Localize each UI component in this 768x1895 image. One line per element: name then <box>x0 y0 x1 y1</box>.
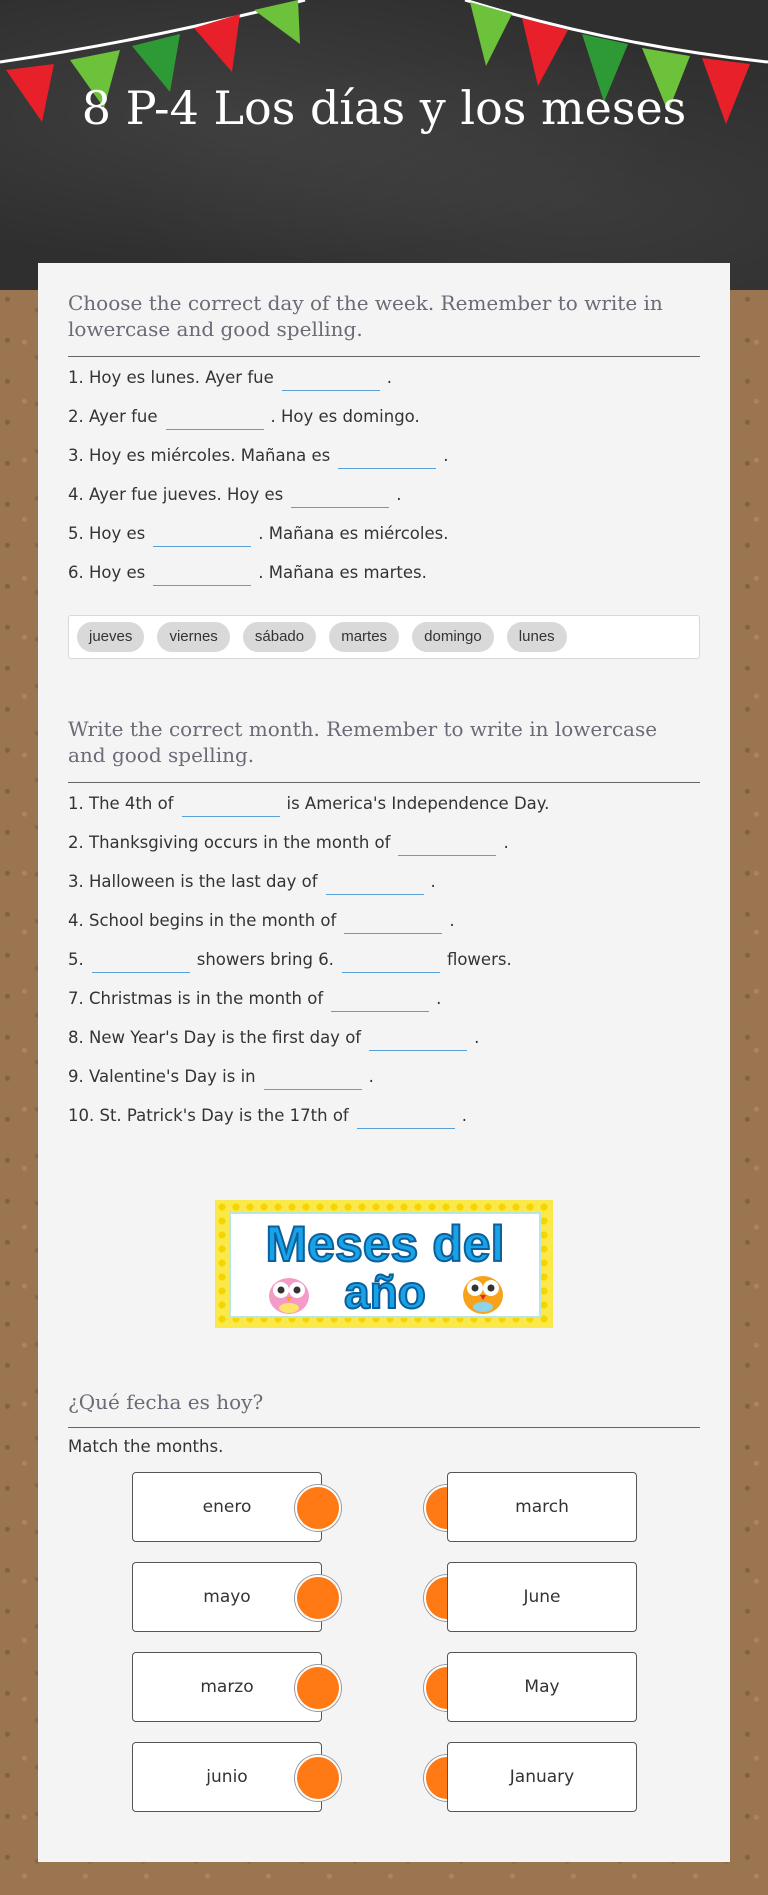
page-title: 8 P-4 Los días y los meses <box>81 81 687 135</box>
match-dot-left[interactable] <box>295 1575 341 1621</box>
day-question-3: 3. Hoy es miércoles. Mañana es . <box>68 445 700 469</box>
answer-blank[interactable] <box>357 1108 455 1129</box>
match-right-march[interactable]: march <box>447 1472 637 1542</box>
match-left-mayo[interactable]: mayo <box>132 1562 322 1632</box>
month-question-4: 4. School begins in the month of . <box>68 910 700 934</box>
answer-blank[interactable] <box>282 370 380 391</box>
flag-red <box>194 14 240 72</box>
match-right-january[interactable]: January <box>447 1742 637 1812</box>
match-dot-left[interactable] <box>295 1755 341 1801</box>
answer-blank[interactable] <box>338 448 436 469</box>
day-question-4: 4. Ayer fue jueves. Hoy es . <box>68 484 700 508</box>
answer-blank[interactable] <box>326 874 424 895</box>
match-right-june[interactable]: June <box>447 1562 637 1632</box>
answer-blank[interactable] <box>92 952 190 973</box>
word-chip-domingo[interactable]: domingo <box>412 622 494 652</box>
answer-blank[interactable] <box>166 409 264 430</box>
answer-blank[interactable] <box>331 991 429 1012</box>
banner-line-1: Meses del <box>265 1216 505 1272</box>
month-question-7: 7. Christmas is in the month of . <box>68 988 700 1012</box>
flag-light-green <box>254 0 300 44</box>
word-chip-jueves[interactable]: jueves <box>77 622 144 652</box>
months-section-title: Write the correct month. Remember to write in lowercase and good spelling. <box>68 717 658 767</box>
answer-blank[interactable] <box>344 913 442 934</box>
orange-owl-icon <box>455 1268 511 1316</box>
match-left-marzo[interactable]: marzo <box>132 1652 322 1722</box>
word-chip-viernes[interactable]: viernes <box>157 622 229 652</box>
flag-red <box>6 64 54 122</box>
match-dot-left[interactable] <box>295 1485 341 1531</box>
word-chip-martes[interactable]: martes <box>329 622 399 652</box>
match-section-title: ¿Qué fecha es hoy? <box>68 1390 264 1414</box>
match-right-may[interactable]: May <box>447 1652 637 1722</box>
month-question-2: 2. Thanksgiving occurs in the month of . <box>68 832 700 856</box>
word-bank <box>68 615 700 659</box>
header-banner <box>0 0 768 290</box>
answer-blank[interactable] <box>342 952 440 973</box>
answer-blank[interactable] <box>182 796 280 817</box>
day-question-6: 6. Hoy es . Mañana es martes. <box>68 562 700 586</box>
day-question-1: 1. Hoy es lunes. Ayer fue . <box>68 367 700 391</box>
match-dot-left[interactable] <box>295 1665 341 1711</box>
answer-blank[interactable] <box>291 487 389 508</box>
banner-line-2: año <box>344 1266 426 1318</box>
answer-blank[interactable] <box>369 1030 467 1051</box>
flag-red <box>522 18 568 86</box>
answer-blank[interactable] <box>153 526 251 547</box>
days-section-divider <box>68 356 700 357</box>
month-question-5: 5. showers bring 6. flowers. <box>68 949 700 973</box>
day-question-2: 2. Ayer fue . Hoy es domingo. <box>68 406 700 430</box>
day-question-5: 5. Hoy es . Mañana es miércoles. <box>68 523 700 547</box>
match-instruction: Match the months. <box>68 1437 224 1456</box>
word-chip-sabado[interactable]: sábado <box>243 622 316 652</box>
pink-owl-icon <box>261 1270 317 1316</box>
months-section-divider <box>68 782 700 783</box>
days-section-title: Choose the correct day of the week. Remember to write in lowercase and good spelling. <box>68 291 663 341</box>
meses-del-ano-image <box>215 1200 553 1328</box>
word-chip-lunes[interactable]: lunes <box>507 622 567 652</box>
match-left-junio[interactable]: junio <box>132 1742 322 1812</box>
month-question-9: 9. Valentine's Day is in . <box>68 1066 700 1090</box>
month-question-10: 10. St. Patrick's Day is the 17th of . <box>68 1105 700 1129</box>
flag-red <box>702 58 750 124</box>
answer-blank[interactable] <box>264 1069 362 1090</box>
month-question-3: 3. Halloween is the last day of . <box>68 871 700 895</box>
month-question-1: 1. The 4th of is America's Independence Day. <box>68 793 700 817</box>
match-left-enero[interactable]: enero <box>132 1472 322 1542</box>
answer-blank[interactable] <box>153 565 251 586</box>
match-section-divider <box>68 1427 700 1428</box>
worksheet-card <box>38 263 730 1862</box>
answer-blank[interactable] <box>398 835 496 856</box>
month-question-8: 8. New Year's Day is the first day of . <box>68 1027 700 1051</box>
banner-inner <box>229 1212 541 1318</box>
